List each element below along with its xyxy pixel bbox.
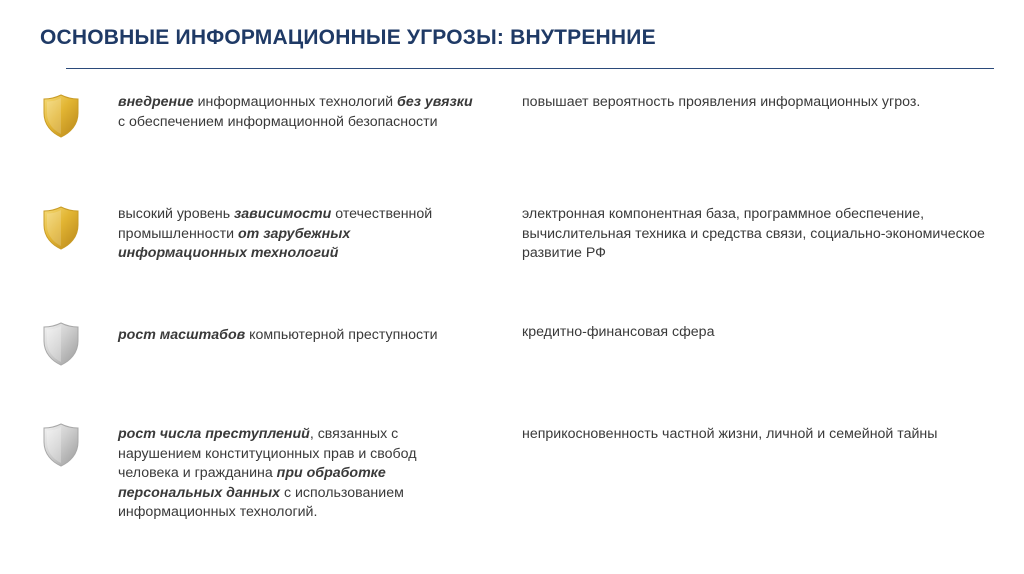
text-run: компьютерной преступности bbox=[245, 327, 438, 343]
threat-target: электронная компонентная база, программное обеспечение, вычислительная техника и средства связи, социально-экономическое развитие РФ bbox=[522, 206, 985, 262]
threat-description bbox=[118, 93, 478, 132]
threat-target: неприкосновенность частной жизни, личной и семейной тайны bbox=[522, 426, 938, 442]
gold-shield-icon bbox=[41, 205, 81, 251]
silver-shield-icon bbox=[41, 422, 81, 468]
threat-target: повышает вероятность проявления информационных угроз. bbox=[522, 94, 921, 110]
threat-description bbox=[118, 205, 478, 264]
text-run: информационных технологий bbox=[193, 94, 398, 110]
threat-description bbox=[118, 326, 478, 346]
text-run: рост масштабов bbox=[118, 327, 246, 343]
text-run: высокий уровень bbox=[118, 206, 235, 222]
slide-title: ОСНОВНЫЕ ИНФОРМАЦИОННЫЕ УГРОЗЫ: ВНУТРЕННИЕ bbox=[40, 26, 656, 49]
text-run: с использованием информационных технологий. bbox=[118, 484, 404, 521]
text-run: зависимости bbox=[234, 206, 332, 222]
text-run: рост числа преступлений bbox=[118, 426, 310, 442]
gold-shield-icon bbox=[41, 93, 81, 139]
text-run: при обработке персональных данных bbox=[118, 465, 386, 501]
threat-description bbox=[118, 425, 478, 523]
text-run: без увязки bbox=[397, 94, 473, 110]
text-run: , связанных с нарушением конституционных прав и свобод человека и гражданина bbox=[118, 426, 417, 482]
threat-target: кредитно-финансовая сфера bbox=[522, 324, 715, 340]
text-run: от зарубежных информационных технологий bbox=[118, 225, 351, 262]
text-run: с обеспечением информационной безопасности bbox=[118, 113, 438, 130]
text-run: внедрение bbox=[118, 94, 194, 110]
text-run: отечественной промышленности bbox=[118, 206, 433, 242]
silver-shield-icon bbox=[41, 321, 81, 367]
title-underline bbox=[66, 68, 994, 69]
